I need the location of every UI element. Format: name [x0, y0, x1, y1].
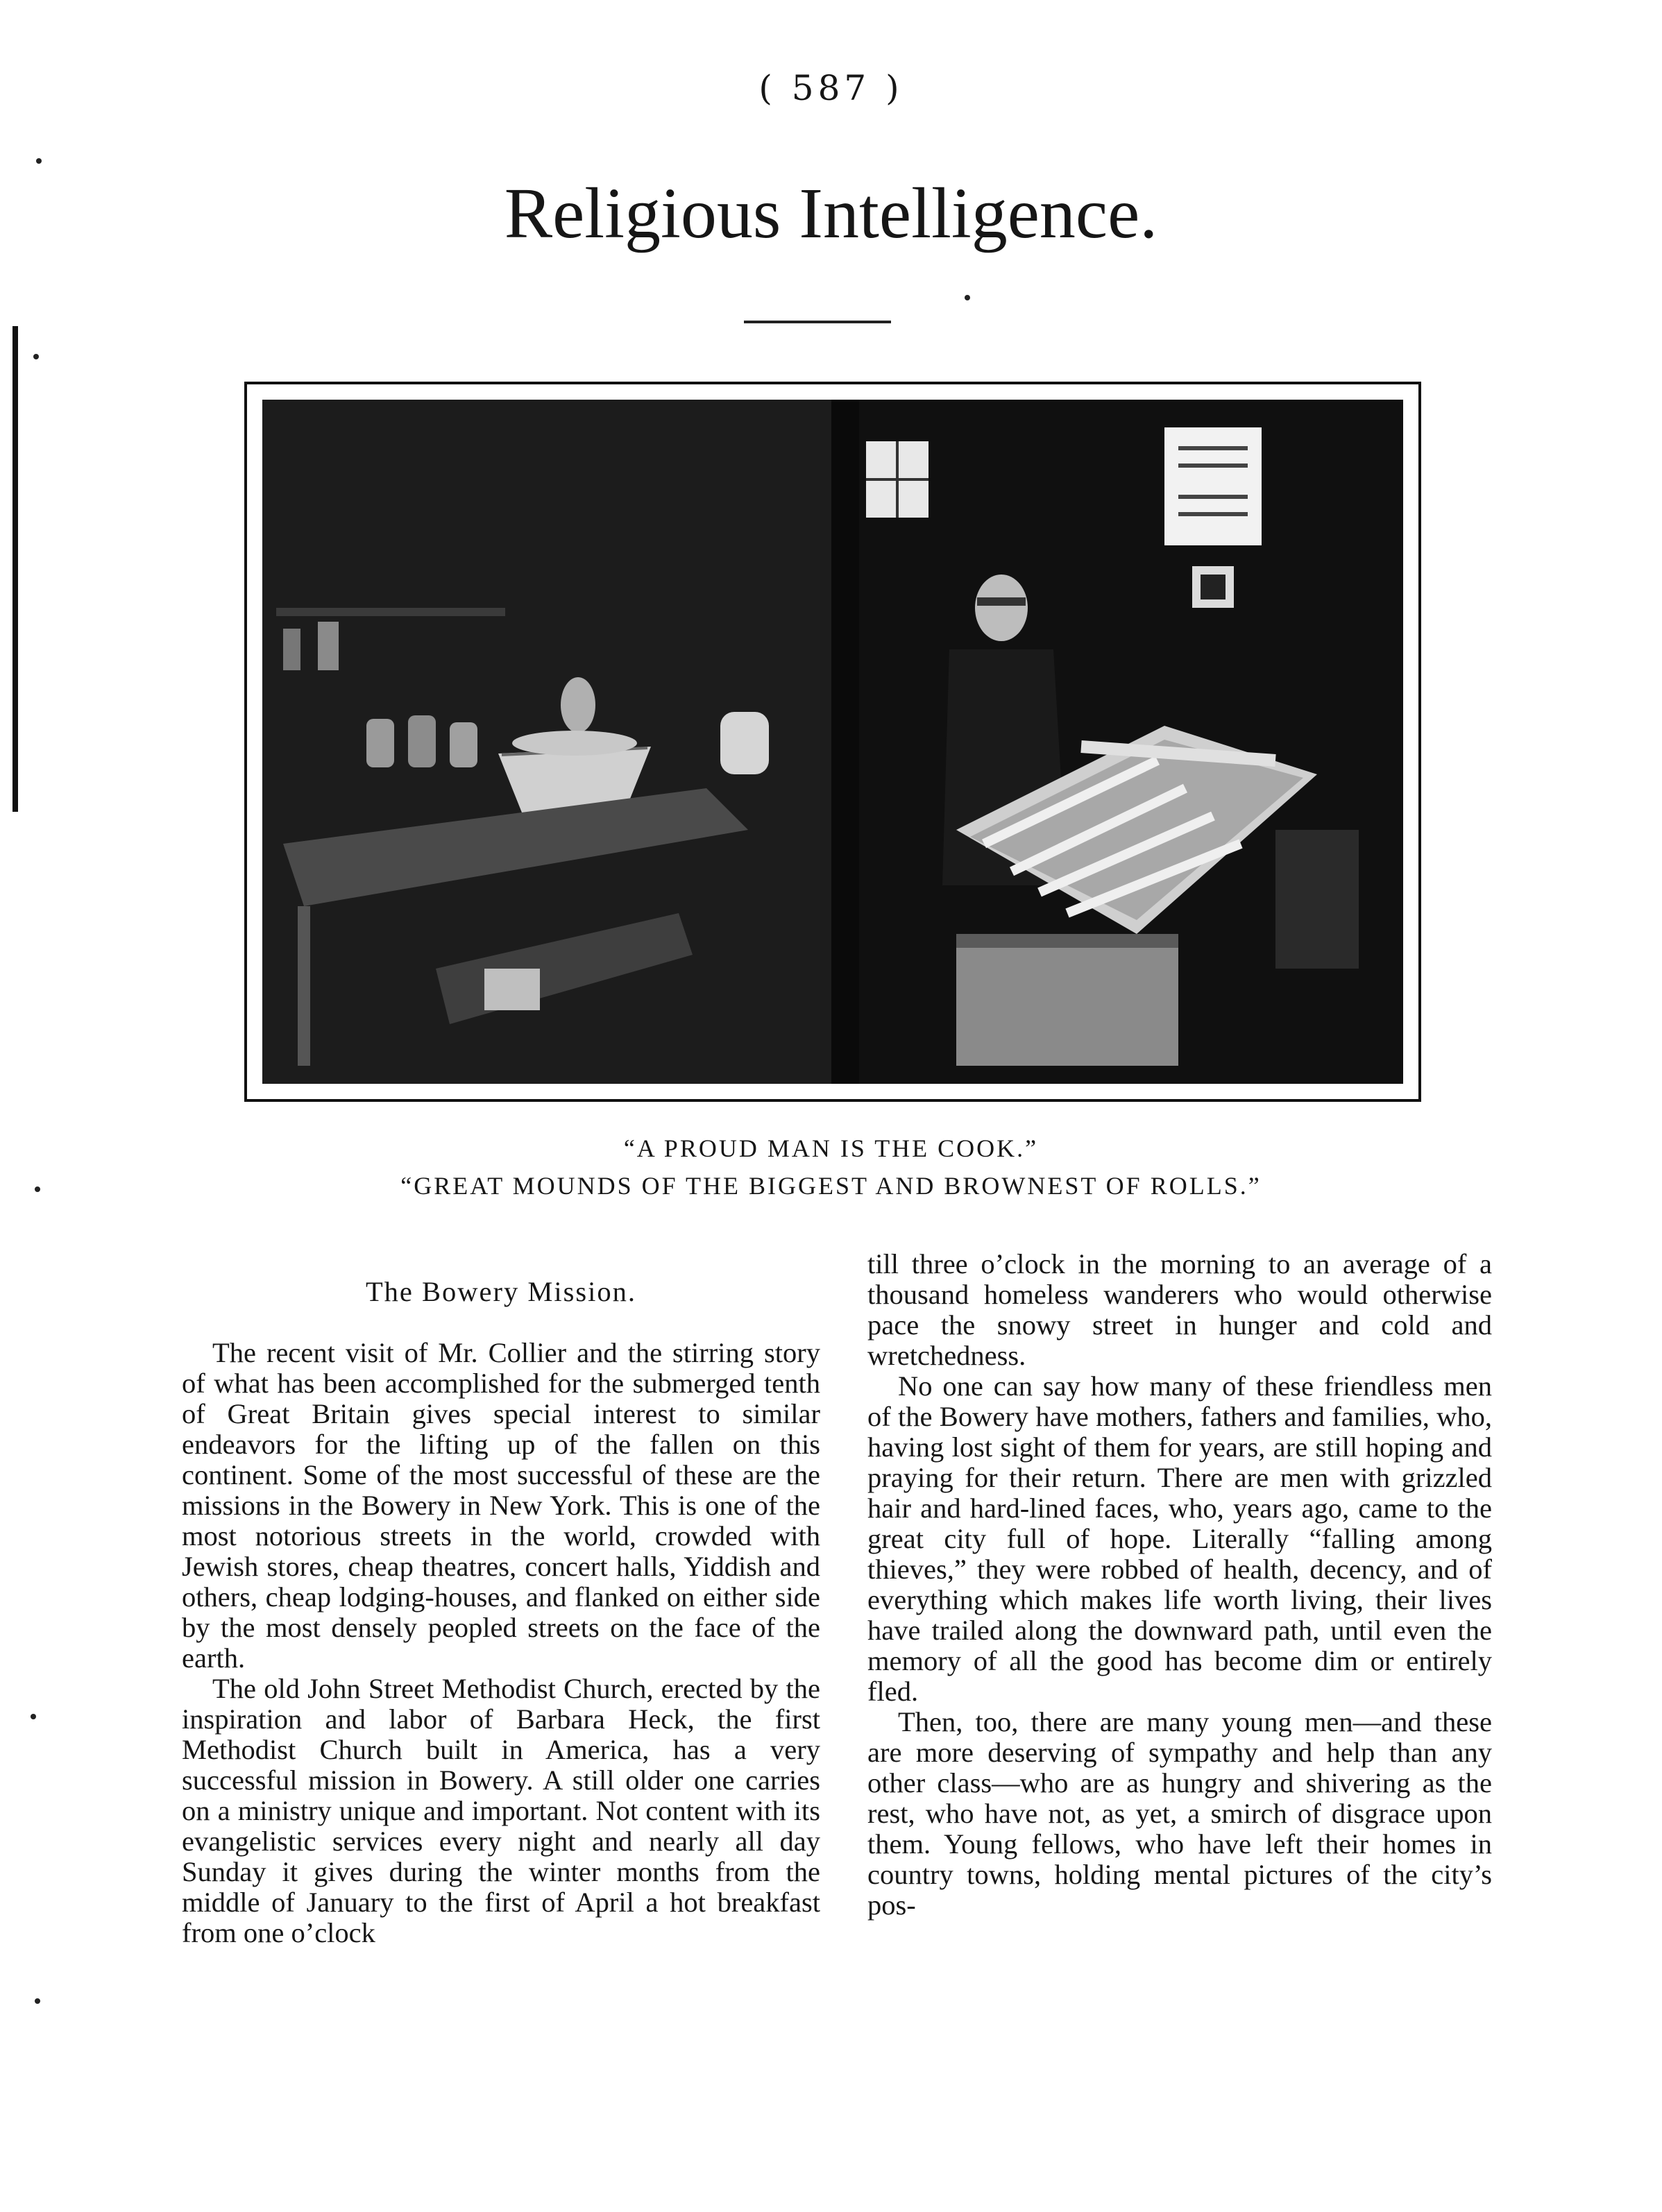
- kitchen-photo: [262, 400, 1403, 1084]
- photo-caption-line-1: “A PROUD MAN IS THE COOK.”: [623, 1134, 1039, 1162]
- photo-frame: [244, 382, 1421, 1102]
- section-heading: The Bowery Mission.: [365, 1276, 637, 1307]
- article-column-right: [867, 1249, 1492, 1921]
- page-title: Religious Intelligence.: [504, 173, 1158, 253]
- margin-speck: [31, 1714, 36, 1719]
- title-divider: [744, 321, 891, 323]
- photo-caption-line-2: “GREAT MOUNDS OF THE BIGGEST AND BROWNEST OF ROLLS.”: [400, 1172, 1262, 1200]
- margin-speck: [33, 354, 39, 359]
- article-column-left: [182, 1277, 820, 1948]
- page-number: ( 587 ): [758, 68, 904, 108]
- article-paragraph: The old John Street Methodist Church, erected by the inspiration and labor of Barbara Heck, the first Methodist Church built in America, has a very successful mission in Bowery. A still older one carries on a ministry unique and important. Not content with its evangelistic services every night and nearly all day Sunday it gives during the winter months from the middle of January to the first of April a hot breakfast from one o’clock: [182, 1673, 820, 1948]
- article-paragraph: Then, too, there are many young men—and these are more deserving of sympathy and help than any other class—who are as hungry and shivering as the rest, who have not, as yet, a smirch of disgrace upon them. Young fellows, who have left their homes in country towns, holding mental pictures of the city’s pos-: [867, 1706, 1492, 1921]
- margin-speck: [35, 1186, 40, 1192]
- kitchen-photo-image: [262, 400, 1403, 1084]
- margin-speck: [35, 1998, 40, 2004]
- article-paragraph: The recent visit of Mr. Collier and the stirring story of what has been accomplished for the submerged tenth of Great Britain gives special interest to similar endeavors for the lifting up of the fallen on this continent. Some of the most successful of these are the missions in the Bowery in New York. This is one of the most notorious streets in the world, crowded with Jewish stores, cheap theatres, concert halls, Yiddish and others, cheap lodging-houses, and flanked on either side by the most densely peopled streets on the face of the earth.: [182, 1337, 820, 1674]
- article-paragraph: till three o’clock in the morning to an average of a thousand homeless wanderers who would otherwise pace the snowy street in hunger and cold and wretchedness.: [867, 1248, 1492, 1371]
- margin-speck: [965, 295, 970, 300]
- margin-bar: [12, 326, 18, 812]
- article-paragraph: No one can say how many of these friendless men of the Bowery have mothers, fathers and families, who, having lost sight of them for years, are still hoping and praying for their return. There are men with grizzled hair and hard-lined faces, who, years ago, came to the great city full of hope. Literally “falling among thieves,” they were robbed of health, decency, and of everything which makes life worth living, their lives have trailed along the downward path, until even the memory of all the good has become dim or entirely fled.: [867, 1370, 1492, 1707]
- margin-speck: [36, 158, 42, 164]
